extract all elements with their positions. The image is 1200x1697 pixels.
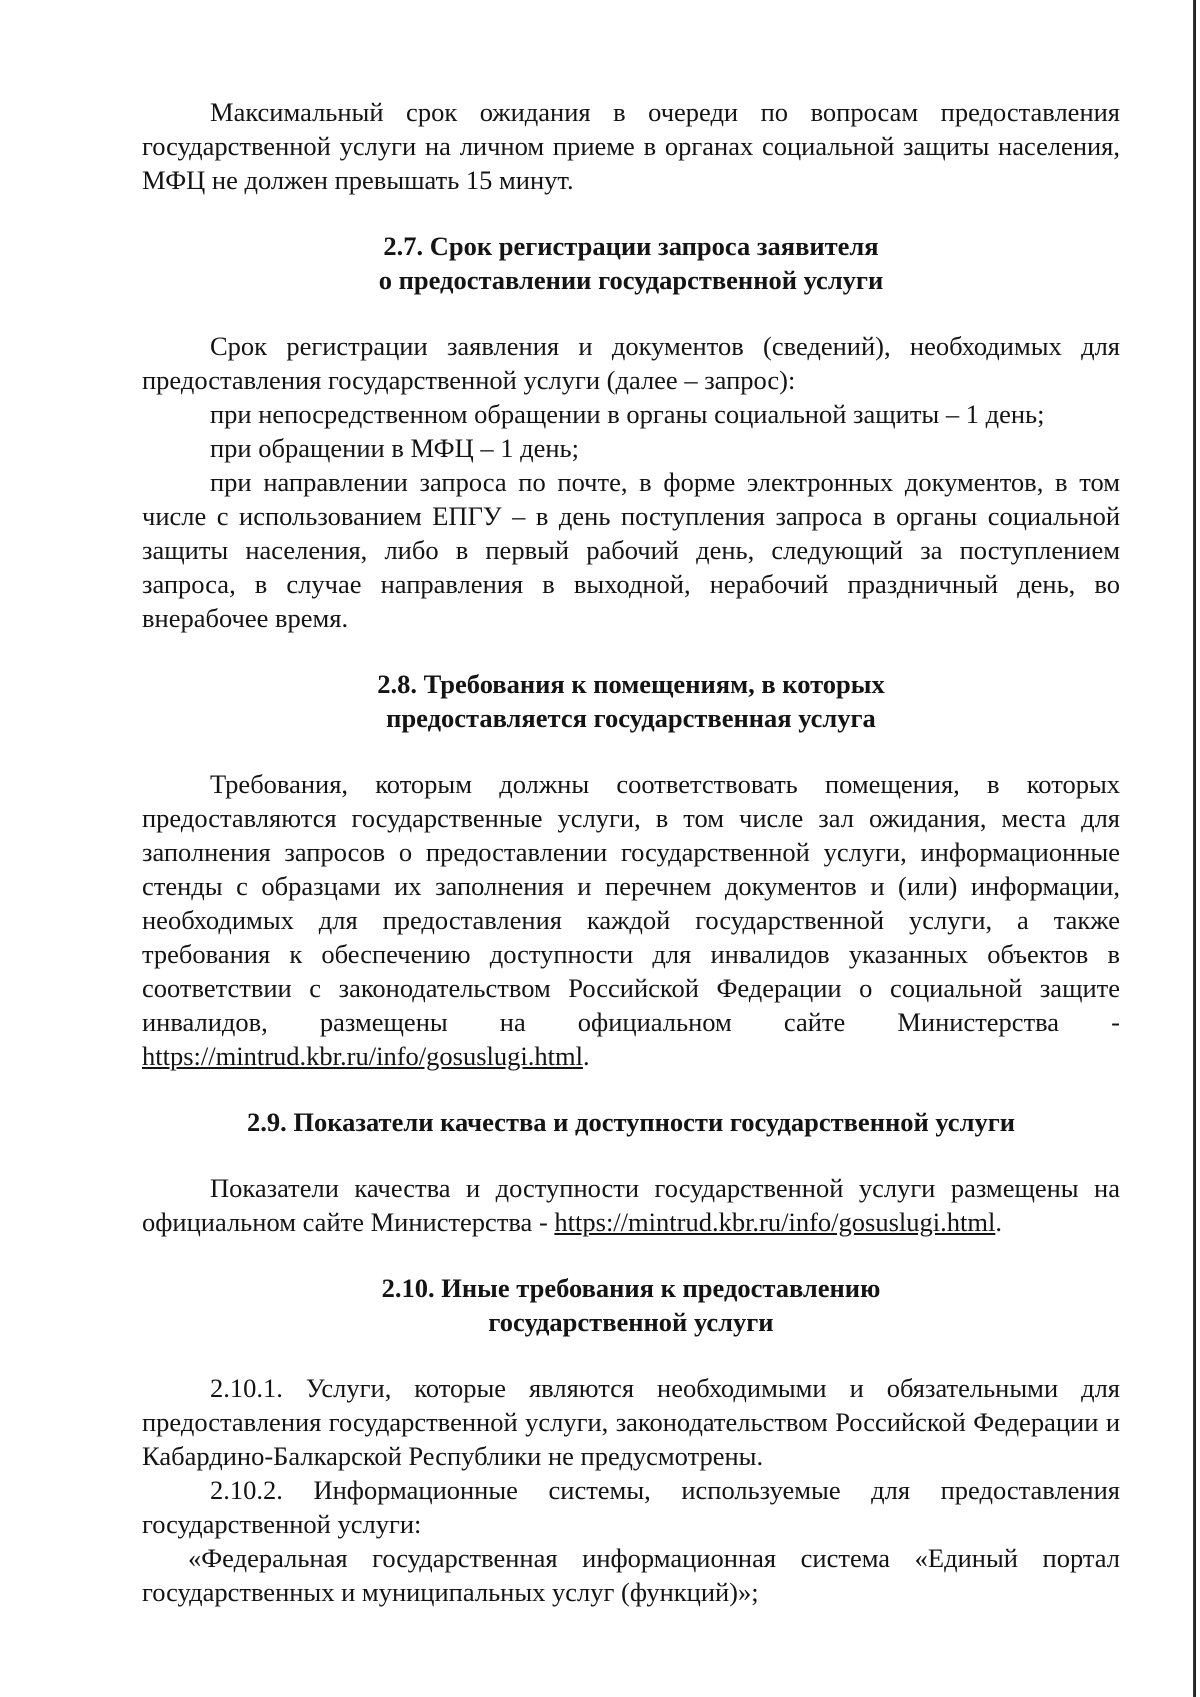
section-2-10-title bbox=[142, 1271, 1120, 1339]
paragraph-registration-term: Срок регистрации заявления и документов (сведений), необходимых для предоставления государственной услуги (далее – запрос): bbox=[142, 331, 1120, 395]
paragraph-epgu-system: «Федеральная государственная информационная система «Единый портал государственных и муниципальных услуг (функций)»; bbox=[142, 1543, 1120, 1607]
scan-edge-line bbox=[1193, 0, 1196, 1697]
document-body bbox=[142, 95, 1120, 1609]
section-2-7-title-line1: 2.7. Срок регистрации запроса заявителя bbox=[383, 231, 879, 261]
paragraph-queue-time: Максимальный срок ожидания в очереди по вопросам предоставления государственной услуги на личном приеме в органах социальной защиты населения, МФЦ не должен превышать 15 минут. bbox=[142, 97, 1120, 195]
premises-text: Требования, которым должны соответствовать помещения, в которых предоставляются государственные услуги, в том числе зал ожидания, места для заполнения запросов о предоставлении государственной услуги, информационные стенды с образцами их заполнения и перечнем документов и (или) информации, необходимых для предоставления каждой государственной услуги, а также требования к обеспечению доступности для инвалидов указанных объектов в соответствии с законодательством Российской Федерации о социальной защите инвалидов, размещены на официальном сайте Министерства - bbox=[142, 769, 1120, 1037]
section-2-10-title-line2: государственной услуги bbox=[488, 1307, 774, 1337]
paragraph-quality-indicators bbox=[142, 1171, 1120, 1239]
section-2-8-title-line1: 2.8. Требования к помещениям, в которых bbox=[377, 669, 885, 699]
section-2-7-title bbox=[142, 229, 1120, 297]
paragraph-2-10-1: 2.10.1. Услуги, которые являются необходимыми и обязательными для предоставления государственной услуги, законодательством Российской Федерации и Кабардино-Балкарской Республики не предусмотрены. bbox=[142, 1373, 1120, 1471]
quality-end: . bbox=[995, 1207, 1002, 1237]
paragraph-2-10-2: 2.10.2. Информационные системы, используемые для предоставления государственной услуги: bbox=[142, 1475, 1120, 1539]
section-2-8-title-line2: предоставляется государственная услуга bbox=[386, 703, 876, 733]
section-2-10-title-line1: 2.10. Иные требования к предоставлению bbox=[381, 1273, 881, 1303]
section-2-9-title: 2.9. Показатели качества и доступности государственной услуги bbox=[246, 1107, 1015, 1137]
ministry-site-link-2[interactable]: https://mintrud.kbr.ru/info/gosuslugi.html bbox=[554, 1207, 996, 1237]
section-2-8-title bbox=[142, 667, 1120, 735]
premises-end: . bbox=[582, 1041, 590, 1071]
ministry-site-link[interactable]: https://mintrud.kbr.ru/info/gosuslugi.html bbox=[142, 1041, 583, 1071]
list-item-direct-appeal: при непосредственном обращении в органы социальной защиты – 1 день; bbox=[210, 399, 1045, 429]
list-item-mfc-appeal: при обращении в МФЦ – 1 день; bbox=[210, 433, 579, 463]
section-2-7-title-line2: о предоставлении государственной услуги bbox=[378, 265, 884, 295]
quality-text: Показатели качества и доступности государственной услуги размещены на официальном сайте Министерства - bbox=[142, 1173, 1120, 1237]
list-item-mail-appeal: при направлении запроса по почте, в форме электронных документов, в том числе с использованием ЕПГУ – в день поступления запроса в органы социальной защиты населения, либо в первый рабочий день, следующий за поступлением запроса, в случае направления в выходной, нерабочий праздничный день, во внерабочее время. bbox=[142, 467, 1120, 633]
paragraph-premises-requirements bbox=[142, 767, 1120, 1073]
